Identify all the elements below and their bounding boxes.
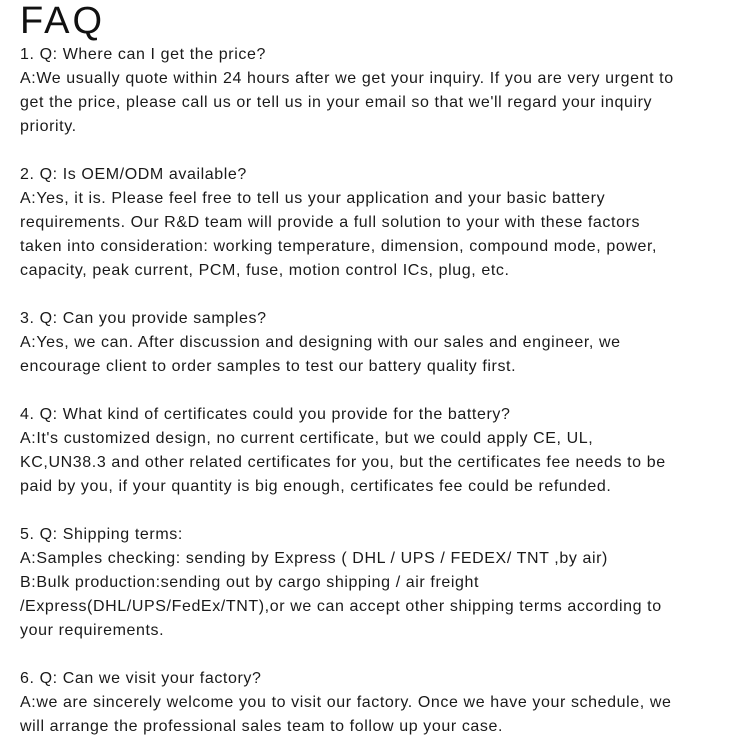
faq-answer-line: B:Bulk production:sending out by cargo shipping / air freight <box>20 574 480 591</box>
faq-answer-line: encourage client to order samples to test our battery quality first. <box>20 358 517 375</box>
faq-answer-line: will arrange the professional sales team to follow up your case. <box>20 718 504 735</box>
faq-answer-line: A:we are sincerely welcome you to visit our factory. Once we have your schedule, we <box>20 694 672 711</box>
faq-answer-line: capacity, peak current, PCM, fuse, motion control ICs, plug, etc. <box>20 262 510 279</box>
faq-list <box>20 43 750 739</box>
faq-answer-line: priority. <box>20 118 77 135</box>
faq-answer-line: taken into consideration: working temperature, dimension, compound mode, power, <box>20 238 658 255</box>
faq-item <box>20 403 750 499</box>
faq-answer-line: get the price, please call us or tell us in your email so that we'll regard your inquiry <box>20 94 653 111</box>
faq-question: 2. Q: Is OEM/ODM available? <box>20 166 247 183</box>
faq-item <box>20 667 750 739</box>
faq-answer-line: requirements. Our R&D team will provide a full solution to your with these factors <box>20 214 641 231</box>
faq-answer-line: A:We usually quote within 24 hours after we get your inquiry. If you are very urgent to <box>20 70 674 87</box>
page-title: FAQ <box>20 0 106 42</box>
faq-answer-line: A:Yes, we can. After discussion and designing with our sales and engineer, we <box>20 334 621 351</box>
faq-question: 5. Q: Shipping terms: <box>20 526 183 543</box>
faq-answer-line: paid by you, if your quantity is big enough, certificates fee could be refunded. <box>20 478 612 495</box>
faq-item <box>20 43 750 139</box>
faq-answer-line: your requirements. <box>20 622 165 639</box>
faq-question: 3. Q: Can you provide samples? <box>20 310 267 327</box>
faq-answer-line: /Express(DHL/UPS/FedEx/TNT),or we can accept other shipping terms according to <box>20 598 662 615</box>
faq-answer-line: A:Samples checking: sending by Express ( DHL / UPS / FEDEX/ TNT ,by air) <box>20 550 608 567</box>
faq-answer-line: A:Yes, it is. Please feel free to tell us your application and your basic battery <box>20 190 606 207</box>
faq-item <box>20 523 750 643</box>
faq-answer-line: KC,UN38.3 and other related certificates for you, but the certificates fee needs to be <box>20 454 666 471</box>
faq-answer-line: A:It's customized design, no current certificate, but we could apply CE, UL, <box>20 430 594 447</box>
faq-question: 4. Q: What kind of certificates could you provide for the battery? <box>20 406 511 423</box>
faq-question: 6. Q: Can we visit your factory? <box>20 670 262 687</box>
faq-item <box>20 307 750 379</box>
faq-question: 1. Q: Where can I get the price? <box>20 46 266 63</box>
faq-item <box>20 163 750 283</box>
